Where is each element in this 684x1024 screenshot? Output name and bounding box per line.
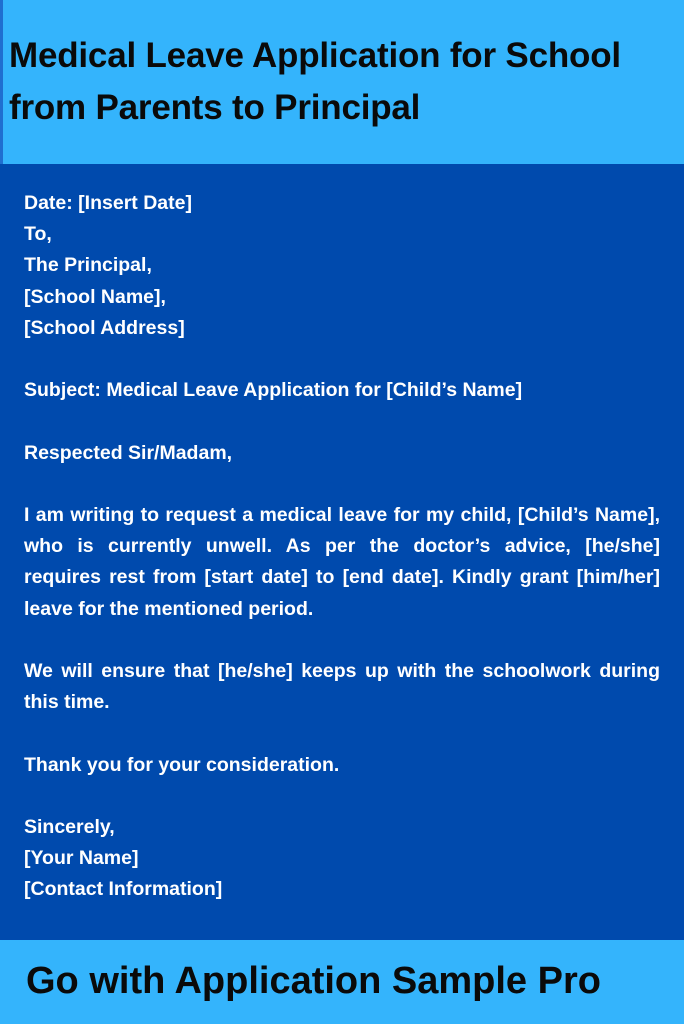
letter-to: To,: [24, 223, 52, 246]
letter-paragraph-2: We will ensure that [he/she] keeps up with the schoolwork during this time.: [24, 659, 660, 714]
letter-signature-contact: [Contact Information]: [24, 878, 223, 901]
title-line-1: Medical Leave Application for School: [9, 36, 621, 75]
letter-body: [0, 164, 684, 940]
spacer: [24, 406, 660, 437]
spacer: [24, 469, 660, 500]
letter-recipient: The Principal,: [24, 254, 152, 277]
letter-salutation: Respected Sir/Madam,: [24, 441, 233, 464]
footer-banner: [0, 940, 684, 1024]
letter-closing: Sincerely,: [24, 815, 115, 838]
letter-thanks: Thank you for your consideration.: [24, 753, 340, 776]
footer-brand: Go with Application Sample Pro: [26, 960, 601, 1002]
spacer: [24, 718, 660, 749]
letter-paragraph-1: I am writing to request a medical leave for my child, [Child’s Name], who is currently unwell. As per the doctor’s advice, [he/she] requires rest from [start date] to [end date]. Kindly grant [him/her] leave for the mentioned period.: [24, 503, 660, 620]
spacer: [24, 344, 660, 375]
letter-subject: Subject: Medical Leave Application for [Child’s Name]: [24, 379, 523, 402]
header-banner: [0, 0, 684, 164]
title-line-2: from Parents to Principal: [9, 88, 421, 127]
page-title: [9, 30, 669, 134]
letter-school-name: [School Name],: [24, 285, 166, 308]
letter-date: Date: [Insert Date]: [24, 192, 192, 214]
spacer: [24, 781, 660, 812]
spacer: [24, 625, 660, 656]
letter-signature-name: [Your Name]: [24, 847, 139, 870]
letter-school-address: [School Address]: [24, 316, 185, 339]
